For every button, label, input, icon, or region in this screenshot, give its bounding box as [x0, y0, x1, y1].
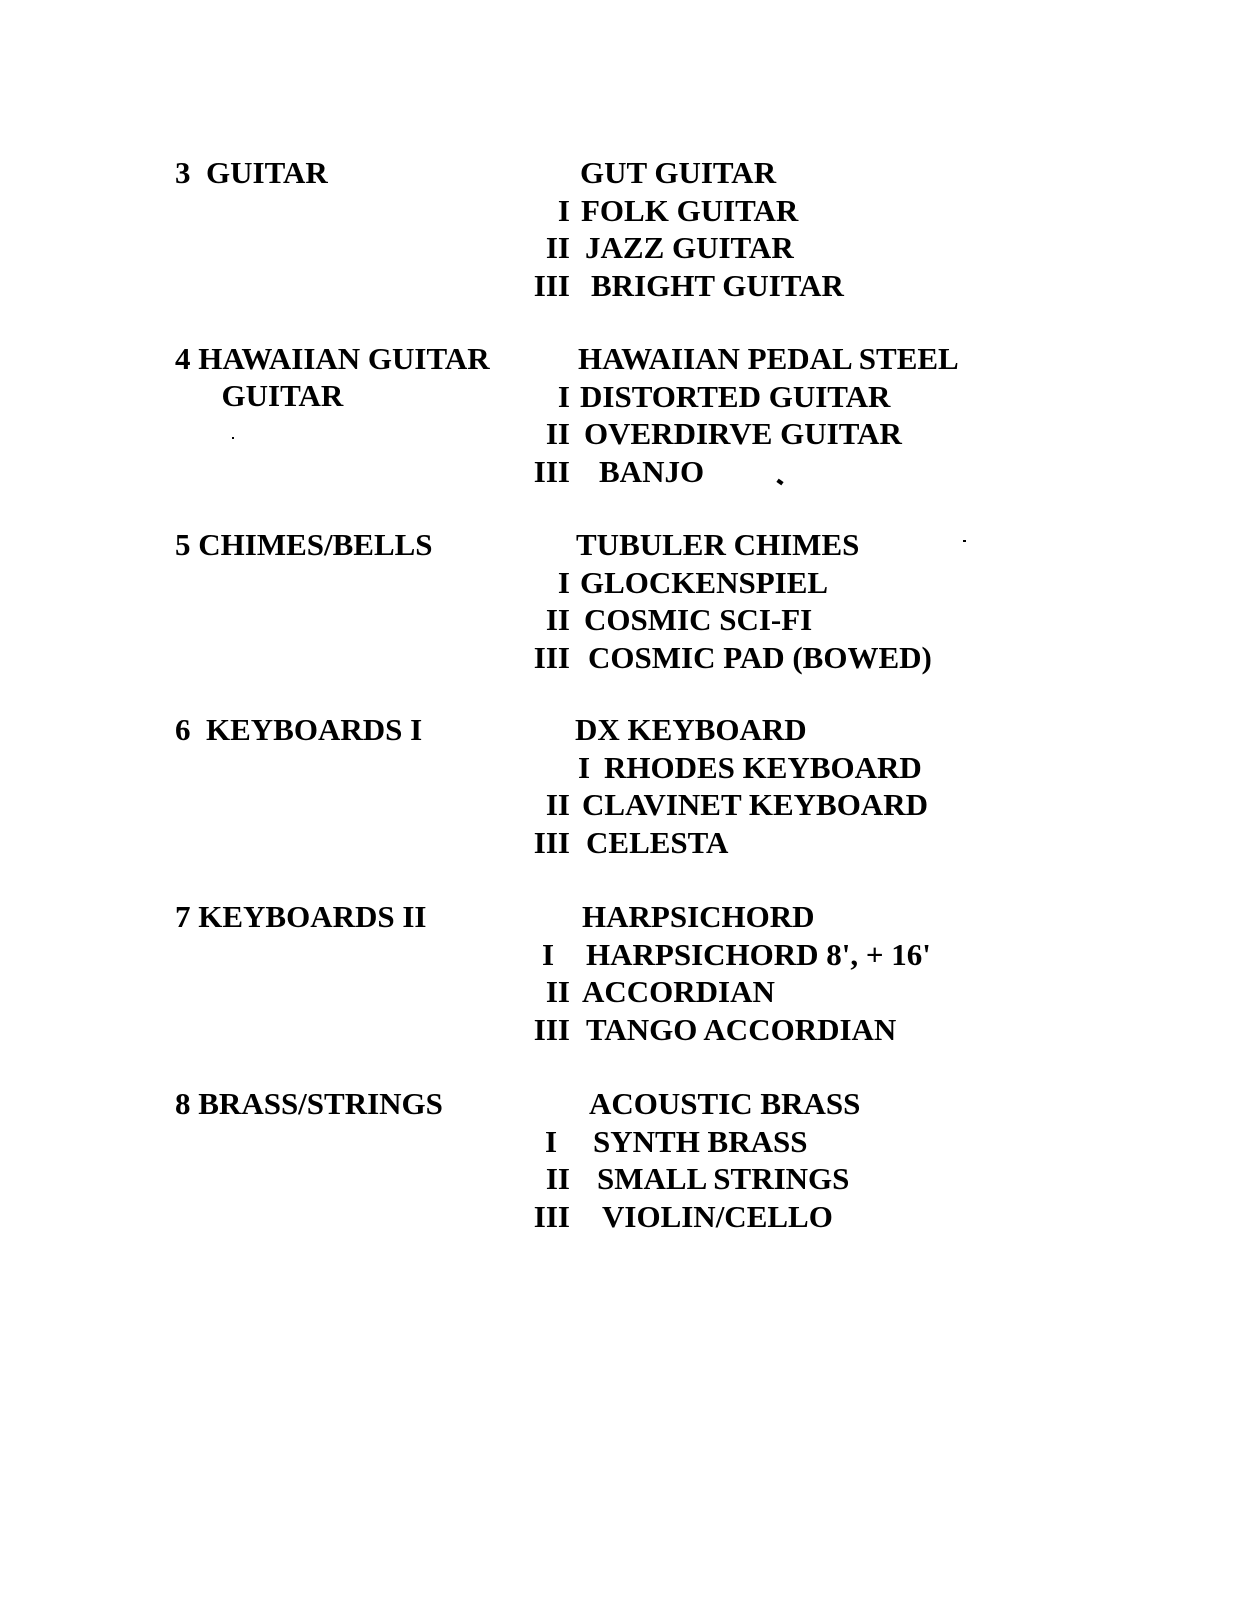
voice-numeral: I	[542, 936, 555, 972]
voice-name: TANGO ACCORDIAN	[586, 1011, 897, 1047]
voice-numeral: II	[545, 416, 570, 451]
voice-numeral: II	[545, 230, 570, 265]
voice-name: ACCORDIAN	[582, 974, 775, 1009]
voice-name: TUBULER CHIMES	[576, 527, 860, 562]
voice-name: RHODES KEYBOARD	[604, 749, 922, 785]
voice-numeral: I	[545, 1123, 558, 1159]
group-label: 5 CHIMES/BELLS	[175, 527, 433, 562]
voice-name: GLOCKENSPIEL	[580, 564, 829, 600]
voice-numeral: I	[557, 378, 570, 414]
voice-name: CLAVINET KEYBOARD	[582, 787, 928, 822]
voice-name: ACOUSTIC BRASS	[589, 1086, 861, 1121]
group-label: 4 HAWAIIAN GUITAR GUITAR	[175, 341, 490, 413]
voice-name: HAWAIIAN PEDAL STEEL	[578, 341, 959, 376]
voice-numeral: II	[545, 974, 570, 1009]
voice-name: CELESTA	[586, 824, 729, 860]
voice-numeral: I	[557, 564, 570, 600]
group-label: 8 BRASS/STRINGS	[175, 1086, 443, 1121]
voice-numeral: III	[533, 1198, 570, 1234]
voice-name: SYNTH BRASS	[593, 1123, 808, 1159]
voice-numeral: III	[533, 453, 570, 489]
voice-name: DISTORTED GUITAR	[580, 378, 891, 414]
voice-name: BANJO	[599, 453, 705, 489]
voice-name: OVERDIRVE GUITAR	[584, 416, 902, 451]
voice-name: BRIGHT GUITAR	[591, 267, 844, 303]
voice-name: GUT GUITAR	[580, 155, 777, 190]
voice-name: FOLK GUITAR	[581, 192, 799, 228]
voice-name: COSMIC SCI-FI	[584, 602, 813, 637]
group-label: 6 KEYBOARDS I	[175, 712, 423, 747]
voice-numeral: I	[557, 192, 570, 228]
voice-numeral: III	[533, 267, 570, 303]
group-label: 7 KEYBOARDS II	[175, 899, 427, 934]
voice-numeral: III	[533, 824, 570, 860]
voice-numeral: II	[545, 602, 570, 637]
voice-numeral: III	[533, 639, 570, 675]
voice-name: JAZZ GUITAR	[585, 230, 794, 265]
voice-name: HARPSICHORD	[582, 899, 815, 934]
voice-name: VIOLIN/CELLO	[602, 1198, 833, 1234]
voice-numeral: II	[545, 787, 570, 822]
voice-name: SMALL STRINGS	[597, 1161, 850, 1196]
scan-speck	[963, 540, 966, 542]
voice-name: DX KEYBOARD	[575, 712, 807, 747]
voice-name: COSMIC PAD (BOWED)	[588, 639, 932, 675]
scan-speck	[232, 437, 234, 439]
voice-numeral: I	[578, 749, 591, 785]
voice-numeral: III	[533, 1011, 570, 1047]
voice-name: HARPSICHORD 8', + 16'	[586, 936, 931, 972]
group-label: 3 GUITAR	[175, 155, 328, 190]
scan-speck	[776, 479, 783, 486]
voice-numeral: II	[545, 1161, 570, 1196]
